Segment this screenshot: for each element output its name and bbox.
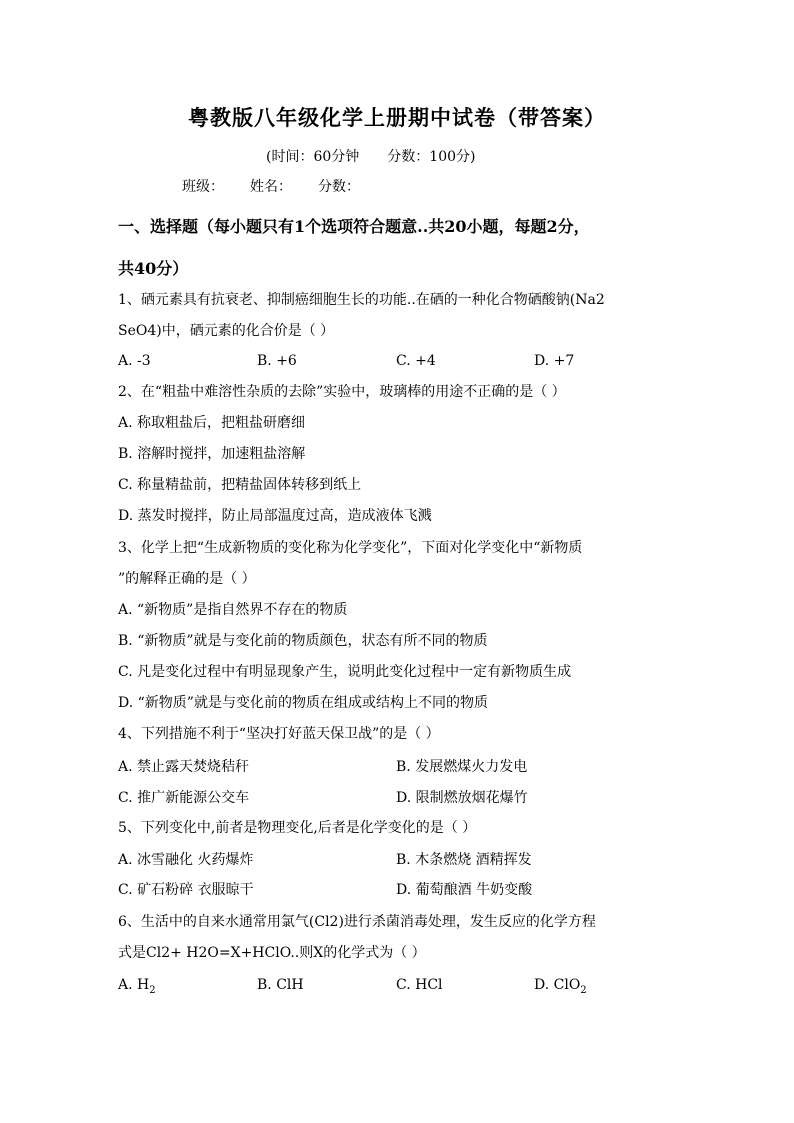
q6-option-a-text: A. H	[118, 977, 150, 993]
section-heading-line1: 一、选择题（每小题只有1个选项符合题意..共20小题，每题2分，	[118, 217, 590, 236]
q5-option-a: A. 冰雪融化 火药爆炸	[118, 852, 254, 868]
q5-option-c: C. 矿石粉碎 衣服晾干	[118, 882, 254, 898]
q2-option-d: D. 蒸发时搅拌，防止局部温度过高，造成液体飞溅	[118, 508, 432, 524]
q6-option-a-subscript: 2	[149, 984, 156, 996]
q6-stem-line2: 式是Cl2+ H2O=X+HClO..则X的化学式为（ ）	[118, 945, 426, 961]
q4-option-b: B. 发展燃煤火力发电	[396, 759, 528, 775]
q1-option-a: A. -3	[118, 353, 151, 369]
q5-options-row2	[118, 879, 678, 901]
name-label: 姓名：	[250, 179, 292, 195]
q1-option-b: B. +6	[257, 353, 297, 369]
q1-option-c: C. +4	[396, 353, 436, 369]
q2-stem: 2、在“粗盐中难溶性杂质的去除”实验中，玻璃棒的用途不正确的是（ ）	[118, 384, 566, 400]
q3-option-d: D. “新物质”就是与变化前的物质在组成或结构上不同的物质	[118, 695, 488, 711]
q5-option-b: B. 木条燃烧 酒精挥发	[396, 852, 532, 868]
section-heading-line2: 共40分）	[118, 259, 189, 278]
q6-option-b: B. ClH	[257, 977, 304, 993]
q2-option-c: C. 称量精盐前，把精盐固体转移到纸上	[118, 477, 362, 493]
q4-stem: 4、下列措施不利于“坚决打好蓝天保卫战”的是（ ）	[118, 726, 440, 742]
q4-options-row1	[118, 756, 678, 778]
q3-option-c: C. 凡是变化过程中有明显现象产生，说明此变化过程中一定有新物质生成	[118, 664, 572, 680]
q1-stem-line1: 1、硒元素具有抗衰老、抑制癌细胞生长的功能..在硒的一种化合物硒酸钠(Na2	[118, 292, 605, 308]
q4-option-d: D. 限制燃放烟花爆竹	[396, 790, 528, 806]
q5-stem: 5、下列变化中,前者是物理变化,后者是化学变化的是（ ）	[118, 820, 477, 836]
q4-option-c: C. 推广新能源公交车	[118, 790, 250, 806]
q5-option-d: D. 葡萄酿酒 牛奶变酸	[396, 882, 533, 898]
q1-options	[118, 350, 678, 372]
q4-options-row2	[118, 787, 678, 809]
q6-option-d-subscript: 2	[580, 984, 587, 996]
q6-option-d-text: D. ClO	[534, 977, 581, 993]
q6-options	[118, 974, 678, 996]
q6-option-d	[534, 974, 587, 1002]
class-label: 班级：	[182, 179, 224, 195]
exam-time: (时间：60分钟	[266, 149, 360, 165]
q6-option-a	[118, 974, 156, 1002]
q3-option-a: A. “新物质”是指自然界不存在的物质	[118, 602, 348, 618]
q2-option-a: A. 称取粗盐后，把粗盐研磨细	[118, 415, 306, 431]
q3-option-b: B. “新物质”就是与变化前的物质颜色，状态有所不同的物质	[118, 633, 488, 649]
q1-stem-line2: SeO4)中，硒元素的化合价是（ ）	[118, 323, 335, 339]
q5-options-row1	[118, 849, 678, 871]
q1-option-d: D. +7	[534, 353, 575, 369]
q3-stem-line2: ”的解释正确的是（ ）	[118, 571, 256, 587]
student-info	[182, 176, 386, 196]
q2-option-b: B. 溶解时搅拌，加速粗盐溶解	[118, 446, 306, 462]
exam-total-score: 分数：100分)	[387, 149, 476, 165]
q6-stem-line1: 6、生活中的自来水通常用氯气(Cl2)进行杀菌消毒处理，发生反应的化学方程	[118, 914, 596, 930]
exam-title: 粤教版八年级化学上册期中试卷（带答案）	[188, 105, 606, 130]
score-label: 分数：	[318, 179, 360, 195]
q3-stem-line1: 3、化学上把“生成新物质的变化称为化学变化”，下面对化学变化中“新物质	[118, 540, 583, 556]
exam-meta	[266, 146, 475, 166]
q4-option-a: A. 禁止露天焚烧秸秆	[118, 759, 250, 775]
q6-option-c: C. HCl	[396, 977, 443, 993]
section-heading	[118, 206, 678, 290]
